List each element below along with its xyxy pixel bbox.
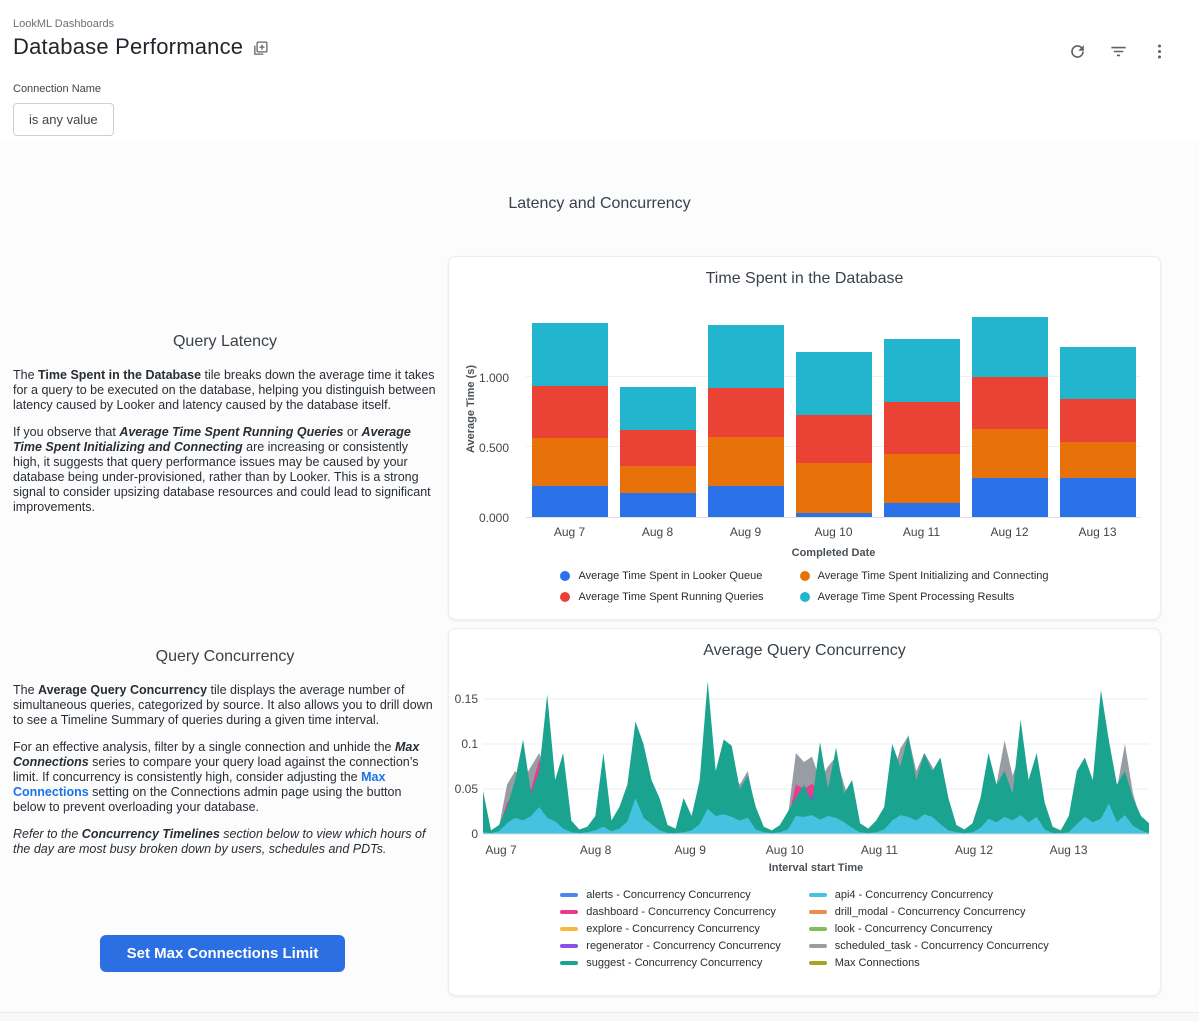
- legend-item[interactable]: [560, 591, 763, 603]
- breadcrumb: LookML Dashboards: [13, 18, 115, 30]
- bar-aug-7[interactable]: [532, 323, 608, 517]
- bar-segment[interactable]: [972, 377, 1048, 429]
- legend-item[interactable]: [809, 906, 1049, 918]
- legend-label: scheduled_task - Concurrency Concurrency: [834, 940, 1049, 952]
- bar-segment[interactable]: [708, 325, 784, 388]
- query-concurrency-text-tile: [13, 648, 437, 869]
- x-tick-label: Aug 13: [1049, 843, 1088, 857]
- legend-item[interactable]: [560, 570, 763, 582]
- legend-marker: [560, 910, 578, 914]
- bar-segment[interactable]: [884, 503, 960, 517]
- text-segment: If you observe that: [13, 425, 120, 439]
- query-concurrency-body: [13, 683, 437, 857]
- legend-label: Average Time Spent Running Queries: [578, 591, 764, 603]
- text-segment: Average Time Spent Initializing and Connecting: [13, 425, 411, 454]
- text-segment: Max Connections: [13, 740, 420, 769]
- bar-segment[interactable]: [532, 386, 608, 438]
- text-segment: tile displays the average number of simultaneous queries, categorized by source. It also allows you to drill down to see a Timeline Summary of queries during a given time interval.: [13, 683, 433, 727]
- legend-item[interactable]: [560, 889, 780, 901]
- filter-icon[interactable]: [1109, 42, 1128, 61]
- y-tick-label: 0.15: [454, 692, 478, 706]
- x-axis-labels: [526, 525, 1141, 539]
- y-tick-label: 0: [471, 827, 478, 841]
- legend-label: Max Connections: [834, 957, 920, 969]
- query-latency-text-tile: [13, 333, 437, 527]
- legend-item[interactable]: [800, 591, 1049, 603]
- bar-segment[interactable]: [1060, 399, 1136, 442]
- text-segment: series to compare your query load against the connection’s limit. If concurrency is consistently high, consider adjusting the: [13, 755, 419, 784]
- legend-label: Average Time Spent in Looker Queue: [578, 570, 763, 582]
- concurrency-tile: [448, 628, 1161, 996]
- duplicate-icon[interactable]: [252, 40, 269, 57]
- bar-segment[interactable]: [1060, 442, 1136, 478]
- legend-item[interactable]: [560, 923, 780, 935]
- x-axis-title: Interval start Time: [768, 862, 864, 874]
- y-axis-title: Average Time (s): [465, 364, 477, 454]
- text-segment: Time Spent in the Database: [38, 368, 202, 382]
- x-tick-label: Aug 10: [765, 843, 804, 857]
- legend-marker: [800, 571, 810, 581]
- dashboard-actions: [1068, 42, 1169, 61]
- bar-segment[interactable]: [884, 339, 960, 402]
- bar-segment[interactable]: [620, 466, 696, 493]
- query-latency-body: [13, 368, 437, 515]
- paragraph: [13, 425, 437, 515]
- area-chart-legend: [449, 889, 1160, 969]
- bar-segment[interactable]: [796, 513, 872, 517]
- legend-label: explore - Concurrency Concurrency: [586, 923, 760, 935]
- paragraph: [13, 740, 437, 815]
- legend-marker: [560, 944, 578, 948]
- paragraph: [13, 683, 437, 728]
- query-latency-heading: Query Latency: [172, 333, 278, 350]
- bar-aug-9[interactable]: [708, 325, 784, 517]
- bar-segment[interactable]: [532, 438, 608, 486]
- bars: [526, 301, 1141, 517]
- text-segment: or: [343, 425, 362, 439]
- bar-segment[interactable]: [532, 323, 608, 386]
- bar-aug-12[interactable]: [972, 317, 1048, 517]
- x-tick-label: Aug 12: [954, 843, 994, 857]
- x-tick-label: Aug 9: [674, 843, 706, 857]
- x-tick-label: Aug 11: [860, 843, 898, 857]
- legend-marker: [809, 961, 827, 965]
- text-segment: tile breaks down the average time it takes for a query to be executed on the database, helping you distinguish between latency caused by Looker and latency caused by the database itself.: [13, 368, 436, 412]
- y-tick-label: 0.1: [461, 737, 478, 751]
- legend-label: dashboard - Concurrency Concurrency: [586, 906, 776, 918]
- footer-strip: [0, 1012, 1199, 1021]
- legend-item[interactable]: [560, 957, 780, 969]
- time-spent-tile: [448, 256, 1161, 620]
- legend-item[interactable]: [560, 906, 780, 918]
- refresh-button[interactable]: [1068, 42, 1087, 61]
- x-tick-label: Aug 11: [902, 525, 941, 539]
- legend-label: Average Time Spent Initializing and Connecting: [817, 570, 1049, 582]
- text-segment: Refer to the: [13, 827, 82, 841]
- filter-label: Connection Name: [13, 83, 102, 95]
- bar-aug-10[interactable]: [796, 352, 872, 517]
- paragraph: [13, 368, 437, 413]
- area-plot-area[interactable]: [483, 669, 1149, 839]
- y-axis-ticks: [449, 301, 517, 525]
- bar-aug-13[interactable]: [1060, 347, 1136, 517]
- page-title: Database Performance: [13, 34, 244, 59]
- legend-marker: [809, 910, 827, 914]
- legend-marker: [560, 927, 578, 931]
- max-connections-link[interactable]: Max Connections: [13, 770, 386, 799]
- text-segment: setting on the Connections admin page using the button below to prevent overloading your database.: [13, 785, 402, 814]
- x-tick-label: Aug 13: [1078, 525, 1117, 539]
- legend-label: drill_modal - Concurrency Concurrency: [834, 906, 1026, 918]
- y-tick-label: 0.500: [478, 441, 509, 455]
- page-header: [0, 0, 1199, 60]
- time-spent-title: Time Spent in the Database: [705, 270, 904, 287]
- y-tick-label: 0.000: [478, 511, 509, 525]
- x-tick-label: Aug 10: [814, 525, 853, 539]
- legend-marker: [809, 927, 827, 931]
- text-segment: Concurrency Timelines: [81, 827, 220, 841]
- bar-segment[interactable]: [532, 486, 608, 517]
- legend-label: look - Concurrency Concurrency: [834, 923, 993, 935]
- legend-item[interactable]: [809, 957, 1049, 969]
- bar-segment[interactable]: [620, 430, 696, 466]
- x-tick-label: Aug 8: [641, 525, 674, 539]
- bar-segment[interactable]: [884, 402, 960, 454]
- bar-segment[interactable]: [972, 478, 1048, 517]
- legend-marker: [560, 893, 578, 897]
- query-concurrency-heading: Query Concurrency: [155, 648, 295, 665]
- x-tick-label: Aug 8: [579, 843, 612, 857]
- bar-aug-8[interactable]: [620, 387, 696, 517]
- bar-segment[interactable]: [1060, 478, 1136, 517]
- section-title: Latency and Concurrency: [508, 195, 691, 212]
- bar-chart-legend: [449, 570, 1160, 603]
- legend-item[interactable]: [800, 570, 1049, 582]
- legend-marker: [560, 592, 570, 602]
- x-tick-label: Aug 7: [553, 525, 586, 539]
- bar-segment[interactable]: [620, 493, 696, 517]
- paragraph: [13, 827, 437, 857]
- text-segment: The: [13, 683, 39, 697]
- set-max-connections-button[interactable]: Set Max Connections Limit: [100, 935, 345, 972]
- x-tick-label: Aug 12: [990, 525, 1029, 539]
- dashboard-area: [0, 140, 1199, 1012]
- connection-name-filter[interactable]: is any value: [13, 103, 114, 136]
- legend-marker: [560, 961, 578, 965]
- bar-segment[interactable]: [796, 352, 872, 415]
- legend-item[interactable]: [809, 923, 1049, 935]
- legend-label: alerts - Concurrency Concurrency: [586, 889, 751, 901]
- legend-label: regenerator - Concurrency Concurrency: [586, 940, 781, 952]
- area-series[interactable]: [483, 681, 1149, 834]
- text-segment: section below to view which hours of the day are most busy broken down by users, schedules and PDTs.: [13, 827, 426, 856]
- bar-segment[interactable]: [884, 454, 960, 503]
- text-segment: The: [13, 368, 39, 382]
- legend-label: suggest - Concurrency Concurrency: [586, 957, 763, 969]
- concurrency-title: Average Query Concurrency: [703, 642, 906, 659]
- legend-label: Average Time Spent Processing Results: [817, 591, 1015, 603]
- bar-segment[interactable]: [708, 486, 784, 517]
- bar-segment[interactable]: [708, 437, 784, 486]
- y-axis-ticks: [449, 669, 478, 839]
- legend-item[interactable]: [560, 940, 780, 952]
- kebab-menu-icon[interactable]: [1150, 42, 1169, 61]
- legend-marker: [809, 944, 827, 948]
- text-segment: Average Query Concurrency: [38, 683, 208, 697]
- bar-segment[interactable]: [972, 429, 1048, 478]
- x-tick-label: Aug 9: [729, 525, 762, 539]
- bar-segment[interactable]: [972, 317, 1048, 377]
- bar-plot-area: [526, 301, 1141, 518]
- legend-marker: [800, 592, 810, 602]
- legend-item[interactable]: [809, 940, 1049, 952]
- y-tick-label: 0.05: [454, 782, 478, 796]
- y-tick-label: 1.000: [478, 371, 509, 385]
- bar-segment[interactable]: [620, 387, 696, 430]
- text-segment: are increasing or consistently high, it suggests that query performance issues may be caused by your database being under-provisioned, rather than by Looker. This is a strong signal to consider upsizing database resources and could lead to significant improvements.: [13, 440, 431, 514]
- text-segment: Average Time Spent Running Queries: [119, 425, 344, 439]
- legend-marker: [809, 893, 827, 897]
- text-segment: For an effective analysis, filter by a single connection and unhide the: [13, 740, 395, 754]
- x-tick-label: Aug 7: [485, 843, 517, 857]
- bar-segment[interactable]: [796, 415, 872, 463]
- x-axis-title: Completed Date: [791, 547, 876, 559]
- bar-segment[interactable]: [796, 463, 872, 513]
- legend-item[interactable]: [809, 889, 1049, 901]
- bar-aug-11[interactable]: [884, 339, 960, 517]
- x-axis-labels: [483, 843, 1149, 857]
- legend-marker: [560, 571, 570, 581]
- filter-bar: [13, 83, 1199, 136]
- legend-label: api4 - Concurrency Concurrency: [834, 889, 994, 901]
- bar-segment[interactable]: [708, 388, 784, 437]
- bar-segment[interactable]: [1060, 347, 1136, 399]
